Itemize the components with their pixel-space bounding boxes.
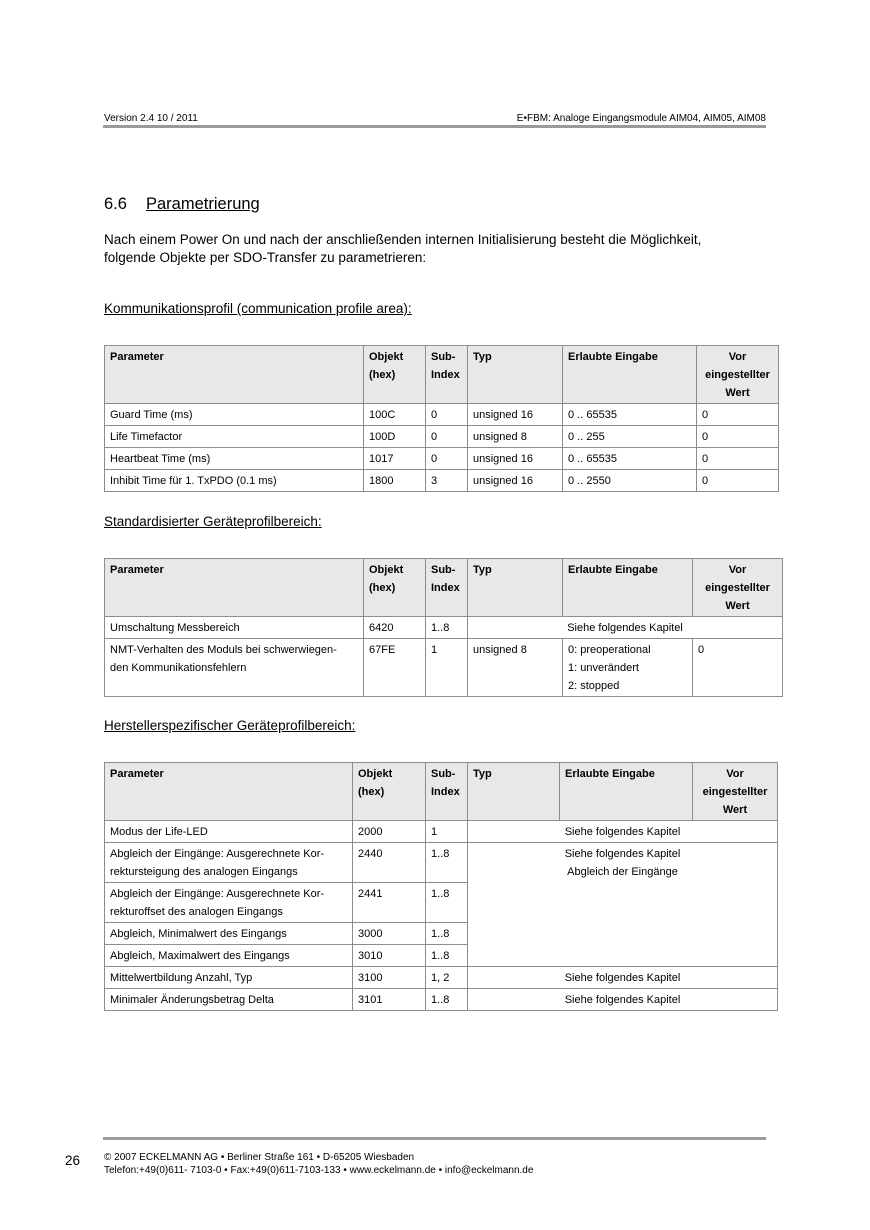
table3-heading: Herstellerspezifischer Geräteprofilbereich: (104, 718, 356, 733)
table1-heading: Kommunikationsprofil (communication profile area): (104, 301, 412, 316)
col-voreingestellter-wert: Vor eingestellter Wert (693, 559, 783, 617)
footer-address: © 2007 ECKELMANN AG • Berliner Straße 161 • D-65205 Wiesbaden (104, 1152, 415, 1163)
section-title: Parametrierung (146, 195, 260, 213)
table-row: Modus der Life-LED 2000 1 Siehe folgendes Kapitel (105, 821, 778, 843)
intro-line: folgende Objekte per SDO-Transfer zu parametrieren: (104, 250, 427, 265)
table-header-row (105, 346, 779, 404)
table-row: Minimaler Änderungsbetrag Delta 3101 1..8 Siehe folgendes Kapitel (105, 989, 778, 1011)
section-number: 6.6 (104, 195, 127, 213)
table-row: Inhibit Time für 1. TxPDO (0.1 ms) 1800 3 unsigned 16 0 .. 2550 0 (105, 470, 779, 492)
col-subindex: Sub- Index (426, 763, 468, 821)
table2-heading: Standardisierter Geräteprofilbereich: (104, 514, 322, 529)
manufacturer-profile-table (104, 762, 778, 1011)
table-row: NMT-Verhalten des Moduls bei schwerwiegen- den Kommunikationsfehlern 67FE 1 unsigned 8 0: preoperational 1: unverändert 2: stopped 0 (105, 639, 783, 697)
col-subindex: Sub- Index (426, 559, 468, 617)
table-row: Umschaltung Messbereich 6420 1..8 Siehe folgendes Kapitel (105, 617, 783, 639)
col-objekt: Objekt (hex) (364, 346, 426, 404)
col-erlaubte-eingabe: Erlaubte Eingabe (563, 559, 693, 617)
col-parameter: Parameter (105, 346, 364, 404)
header-document-title: E•FBM: Analoge Eingangsmodule AIM04, AIM05, AIM08 (516, 113, 766, 124)
col-parameter: Parameter (105, 763, 353, 821)
intro-line: Nach einem Power On und nach der anschließenden internen Initialisierung besteht die Möglichkeit, (104, 232, 702, 247)
section-heading (104, 195, 260, 214)
page-number: 26 (65, 1153, 81, 1168)
col-subindex: Sub- Index (426, 346, 468, 404)
col-objekt: Objekt (hex) (364, 559, 426, 617)
header-rule (103, 125, 766, 128)
col-typ: Typ (468, 763, 560, 821)
col-erlaubte-eingabe: Erlaubte Eingabe (560, 763, 693, 821)
table-row: Mittelwertbildung Anzahl, Typ 3100 1, 2 Siehe folgendes Kapitel (105, 967, 778, 989)
table-header-row (105, 559, 783, 617)
table-row: Abgleich, Maximalwert des Eingangs 3010 1..8 (105, 945, 778, 967)
col-typ: Typ (468, 559, 563, 617)
intro-paragraph (104, 231, 774, 267)
col-voreingestellter-wert: Vor eingestellter Wert (697, 346, 779, 404)
footer-rule (103, 1137, 766, 1140)
table-row: Heartbeat Time (ms) 1017 0 unsigned 16 0 .. 65535 0 (105, 448, 779, 470)
col-erlaubte-eingabe: Erlaubte Eingabe (563, 346, 697, 404)
communication-profile-table (104, 345, 779, 492)
merged-reference-cell: Siehe folgendes Kapitel Abgleich der Eingänge (468, 843, 778, 967)
col-parameter: Parameter (105, 559, 364, 617)
table-row: Guard Time (ms) 100C 0 unsigned 16 0 .. 65535 0 (105, 404, 779, 426)
col-typ: Typ (468, 346, 563, 404)
col-voreingestellter-wert: Vor eingestellter Wert (693, 763, 778, 821)
device-profile-table (104, 558, 783, 697)
col-objekt: Objekt (hex) (353, 763, 426, 821)
table-row: Abgleich, Minimalwert des Eingangs 3000 1..8 (105, 923, 778, 945)
table-header-row (105, 763, 778, 821)
header-version: Version 2.4 10 / 2011 (104, 113, 198, 124)
footer-contact: Telefon:+49(0)611- 7103-0 • Fax:+49(0)611-7103-133 • www.eckelmann.de • info@eckelmann.de (104, 1165, 534, 1176)
table-row: Life Timefactor 100D 0 unsigned 8 0 .. 255 0 (105, 426, 779, 448)
table-row: Abgleich der Eingänge: Ausgerechnete Kor- rektursteigung des analogen Eingangs 2440 1..8 Siehe folgendes Kapitel Abgleich der Eingänge (105, 843, 778, 883)
table-row: Abgleich der Eingänge: Ausgerechnete Kor- rekturoffset des analogen Eingangs 2441 1..8 (105, 883, 778, 923)
